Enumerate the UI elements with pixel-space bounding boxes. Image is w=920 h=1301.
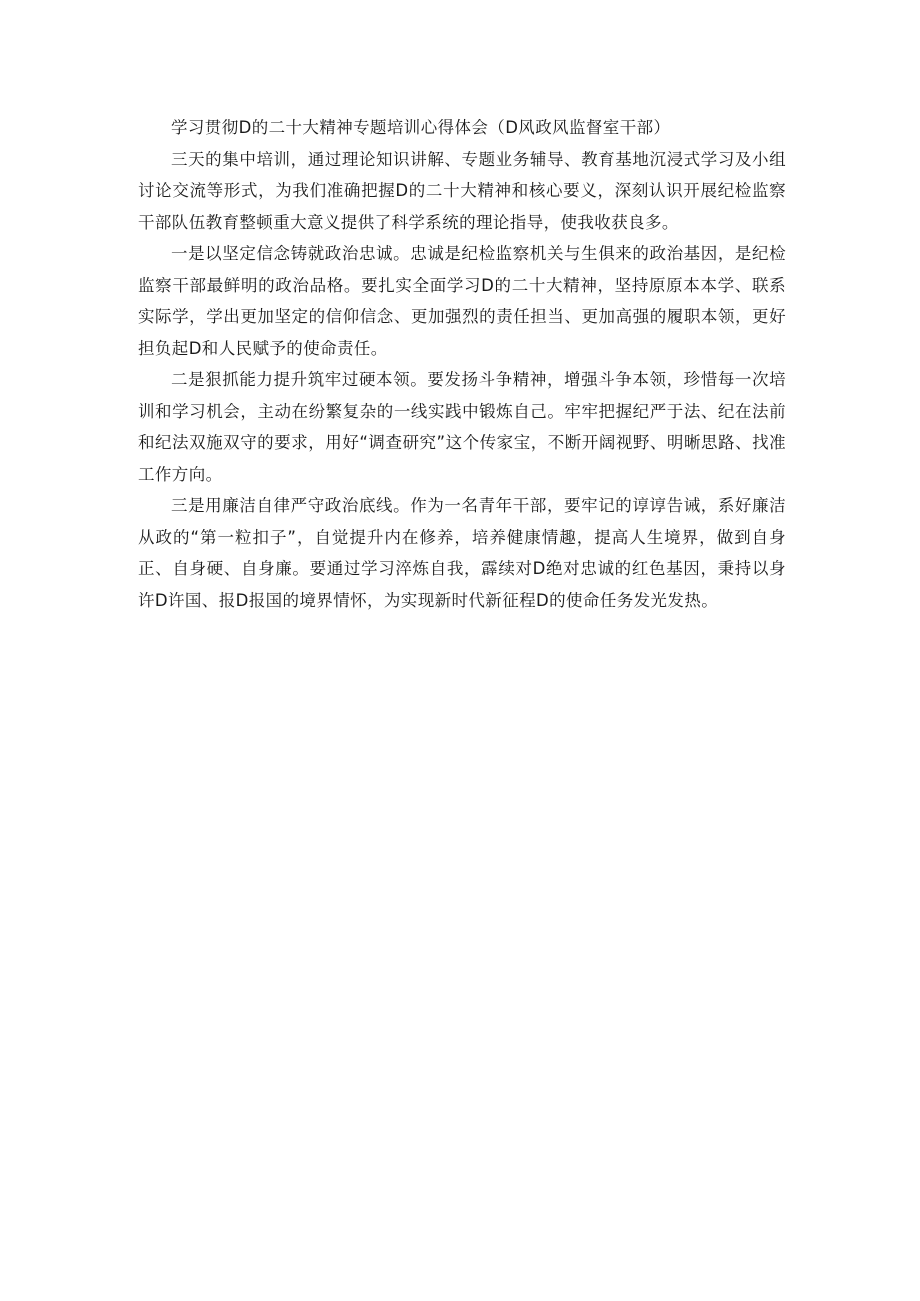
paragraph-point-two: 二是狠抓能力提升筑牢过硬本领。要发扬斗争精神，增强斗争本领，珍惜每一次培训和学习机会，主动在纷繁复杂的一线实践中锻炼自己。牢牢把握纪严于法、纪在法前和纪法双施双守的要求，用好“调查研究”这个传家宝，不断开阔视野、明晰思路、找准工作方向。 [138, 370, 786, 484]
document-title: 学习贯彻D的二十大精神专题培训心得体会（D风政风监督室干部） [171, 118, 671, 137]
document-body [138, 112, 786, 616]
paragraph-point-one: 一是以坚定信念铸就政治忠诚。忠诚是纪检监察机关与生俱来的政治基因，是纪检监察干部最鲜明的政治品格。要扎实全面学习D的二十大精神，坚持原原本本学、联系实际学，学出更加坚定的信仰信念、更加强烈的责任担当、更加高强的履职本领，更好担负起D和人民赋予的使命责任。 [138, 244, 786, 358]
paragraph-intro: 三天的集中培训，通过理论知识讲解、专题业务辅导、教育基地沉浸式学习及小组讨论交流等形式，为我们准确把握D的二十大精神和核心要义，深刻认识开展纪检监察干部队伍教育整顿重大意义提供了科学系统的理论指导，使我收获良多。 [138, 149, 786, 232]
paragraph-point-three: 三是用廉洁自律严守政治底线。作为一名青年干部，要牢记的谆谆告诫，系好廉洁从政的“第一粒扣子”，自觉提升内在修养，培养健康情趣，提高人生境界，做到自身正、自身硬、自身廉。要通过学习淬炼自我，霹续对D绝对忠诚的红色基因，秉持以身许D许国、报D报国的境界情怀，为实现新时代新征程D的使命任务发光发热。 [138, 496, 786, 610]
